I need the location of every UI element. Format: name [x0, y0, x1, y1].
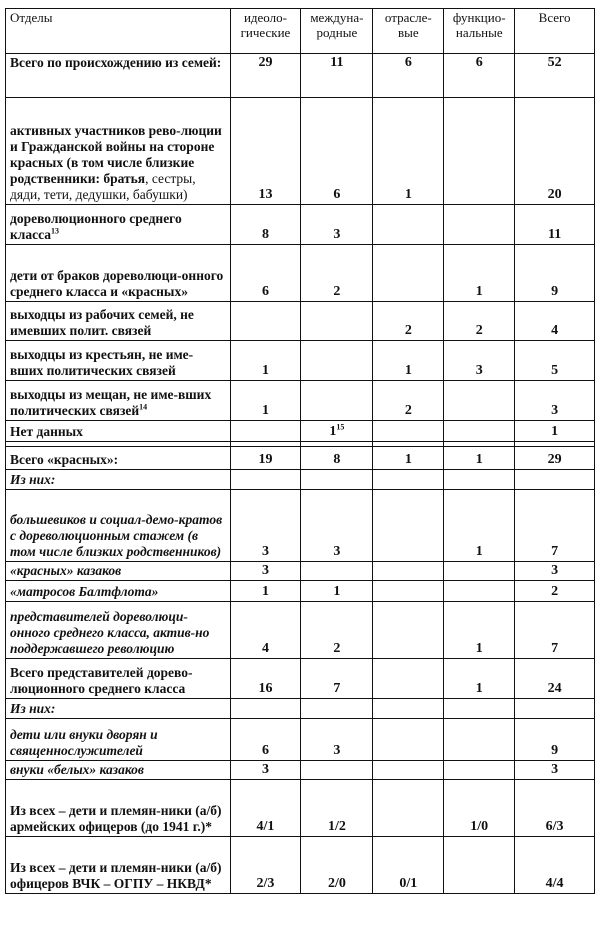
footnote-marker: 14 [139, 402, 148, 412]
row-label [6, 205, 231, 245]
cell-value: 52 [515, 54, 595, 98]
cell-value [444, 761, 515, 780]
row-label: «красных» казаков [6, 562, 231, 581]
row-label: Всего представителей дорево-люционного среднего класса [6, 659, 231, 699]
row-label: выходцы из рабочих семей, не имевших полит. связей [6, 302, 231, 341]
cell-value: 6 [301, 98, 373, 205]
cell-value: 1 [444, 447, 515, 470]
table-row [6, 302, 595, 341]
table-row [6, 581, 595, 602]
cell-value [373, 205, 444, 245]
cell-value [444, 470, 515, 490]
cell-value [373, 490, 444, 562]
cell-value: 29 [515, 447, 595, 470]
cell-value [230, 699, 301, 719]
cell-value: 7 [515, 490, 595, 562]
cell-value: 3 [230, 562, 301, 581]
table-row [6, 470, 595, 490]
cell-value: 1 [301, 581, 373, 602]
cell-value [301, 699, 373, 719]
table-row [6, 245, 595, 302]
table-row [6, 761, 595, 780]
cell-value: 2 [373, 302, 444, 341]
cell-value: 24 [515, 659, 595, 699]
cell-value: 3 [230, 761, 301, 780]
cell-value: 3 [515, 381, 595, 421]
cell-value-text: 1 [329, 424, 337, 439]
cell-value [444, 699, 515, 719]
header-international: междуна-родные [301, 9, 373, 54]
cell-value: 7 [301, 659, 373, 699]
row-label: Всего по происхождению из семей: [6, 54, 231, 98]
cell-value: 3 [301, 490, 373, 562]
cell-value: 0/1 [373, 837, 444, 894]
cell-value [301, 761, 373, 780]
cell-value: 11 [515, 205, 595, 245]
table-row [6, 699, 595, 719]
cell-value [230, 302, 301, 341]
table-row [6, 719, 595, 761]
table-row [6, 54, 595, 98]
cell-value [301, 381, 373, 421]
cell-value [444, 581, 515, 602]
row-label: выходцы из крестьян, не име-вших политических связей [6, 341, 231, 381]
cell-value [444, 421, 515, 442]
cell-value [515, 470, 595, 490]
row-label: большевиков и социал-демо-кратов с дореволюционным стажем (в том числе близких родственников) [6, 490, 231, 562]
cell-value: 9 [515, 719, 595, 761]
cell-value: 4 [230, 602, 301, 659]
table-row [6, 447, 595, 470]
cell-value: 1 [373, 98, 444, 205]
header-departments: Отделы [6, 9, 231, 54]
row-label: внуки «белых» казаков [6, 761, 231, 780]
cell-value: 4 [515, 302, 595, 341]
cell-value: 2 [301, 602, 373, 659]
table-row [6, 602, 595, 659]
cell-value [373, 719, 444, 761]
cell-value: 1 [230, 381, 301, 421]
row-label: Всего «красных»: [6, 447, 231, 470]
row-label: «матросов Балтфлота» [6, 581, 231, 602]
cell-value: 3 [301, 205, 373, 245]
header-ideological: идеоло-гические [230, 9, 301, 54]
cell-value [301, 302, 373, 341]
cell-value: 5 [515, 341, 595, 381]
cell-value: 2 [301, 245, 373, 302]
cell-value: 1 [230, 581, 301, 602]
footnote-marker: 15 [336, 422, 345, 432]
cell-value: 2 [515, 581, 595, 602]
row-label: дети от браков дореволюци-онного среднего класса и «красных» [6, 245, 231, 302]
cell-value: 8 [301, 447, 373, 470]
row-label-part: , сестры, дяди, тети, дедушки, бабушки) [10, 171, 196, 202]
table-row [6, 659, 595, 699]
cell-value: 4/1 [230, 780, 301, 837]
table-row [6, 780, 595, 837]
cell-value [444, 719, 515, 761]
cell-value: 13 [230, 98, 301, 205]
cell-value [230, 470, 301, 490]
row-label-text: выходцы из мещан, не име-вших политических связей [10, 387, 212, 418]
row-label: Из них: [6, 470, 231, 490]
cell-value: 16 [230, 659, 301, 699]
table-row [6, 381, 595, 421]
cell-value [373, 581, 444, 602]
header-sectoral: отрасле-вые [373, 9, 444, 54]
cell-value [373, 602, 444, 659]
row-label-part: активных участников рево-люции и Гражданской войны на стороне красных (в том числе близкие родственники: [10, 123, 222, 186]
cell-value [373, 659, 444, 699]
row-label: Из них: [6, 699, 231, 719]
row-label-part: братья [103, 171, 146, 186]
cell-value: 3 [515, 562, 595, 581]
cell-value: 1 [373, 341, 444, 381]
header-functional: функцио-нальные [444, 9, 515, 54]
cell-value: 6 [230, 245, 301, 302]
row-label: Из всех – дети и племян-ники (а/б) офицеров ВЧК – ОГПУ – НКВД* [6, 837, 231, 894]
row-label [6, 98, 231, 205]
cell-value: 2/3 [230, 837, 301, 894]
cell-value: 9 [515, 245, 595, 302]
cell-value: 19 [230, 447, 301, 470]
header-row [6, 9, 595, 54]
cell-value [373, 470, 444, 490]
table-row [6, 98, 595, 205]
cell-value: 3 [444, 341, 515, 381]
cell-value: 20 [515, 98, 595, 205]
cell-value [373, 562, 444, 581]
cell-value: 1/0 [444, 780, 515, 837]
cell-value [444, 205, 515, 245]
cell-value: 2 [444, 302, 515, 341]
table-row [6, 490, 595, 562]
cell-value: 8 [230, 205, 301, 245]
cell-value [444, 837, 515, 894]
cell-value [373, 761, 444, 780]
cell-value: 6 [373, 54, 444, 98]
table-row [6, 205, 595, 245]
cell-value: 6 [230, 719, 301, 761]
cell-value [444, 381, 515, 421]
cell-value: 4/4 [515, 837, 595, 894]
cell-value: 1/2 [301, 780, 373, 837]
cell-value [301, 562, 373, 581]
row-label: дети или внуки дворян и священнослужителей [6, 719, 231, 761]
cell-value: 1 [444, 245, 515, 302]
cell-value: 1 [444, 659, 515, 699]
header-total: Всего [515, 9, 595, 54]
cell-value: 11 [301, 54, 373, 98]
cell-value [373, 421, 444, 442]
row-label: Нет данных [6, 421, 231, 442]
row-label: представителей дореволюци-онного среднего класса, актив-но поддержавшего революцию [6, 602, 231, 659]
cell-value [230, 421, 301, 442]
cell-value: 1 [444, 602, 515, 659]
row-label: Из всех – дети и племян-ники (а/б) армейских офицеров (до 1941 г.)* [6, 780, 231, 837]
cell-value [444, 562, 515, 581]
cell-value [373, 245, 444, 302]
cell-value: 6/3 [515, 780, 595, 837]
cell-value [301, 341, 373, 381]
cell-value: 1 [373, 447, 444, 470]
cell-value: 2/0 [301, 837, 373, 894]
cell-value [515, 699, 595, 719]
cell-value: 3 [515, 761, 595, 780]
statistics-table [5, 8, 595, 894]
table-row [6, 341, 595, 381]
cell-value: 3 [301, 719, 373, 761]
row-label-text: дореволюционного среднего класса [10, 211, 182, 242]
table-row [6, 837, 595, 894]
table-row [6, 421, 595, 442]
cell-value: 1 [515, 421, 595, 442]
cell-value: 2 [373, 381, 444, 421]
cell-value: 7 [515, 602, 595, 659]
cell-value [444, 98, 515, 205]
footnote-marker: 13 [51, 226, 60, 236]
cell-value: 1 [444, 490, 515, 562]
cell-value: 1 [230, 341, 301, 381]
cell-value [373, 699, 444, 719]
cell-value [373, 780, 444, 837]
cell-value [301, 470, 373, 490]
cell-value [301, 421, 373, 442]
cell-value: 3 [230, 490, 301, 562]
table-row [6, 562, 595, 581]
cell-value: 29 [230, 54, 301, 98]
cell-value: 6 [444, 54, 515, 98]
row-label [6, 381, 231, 421]
